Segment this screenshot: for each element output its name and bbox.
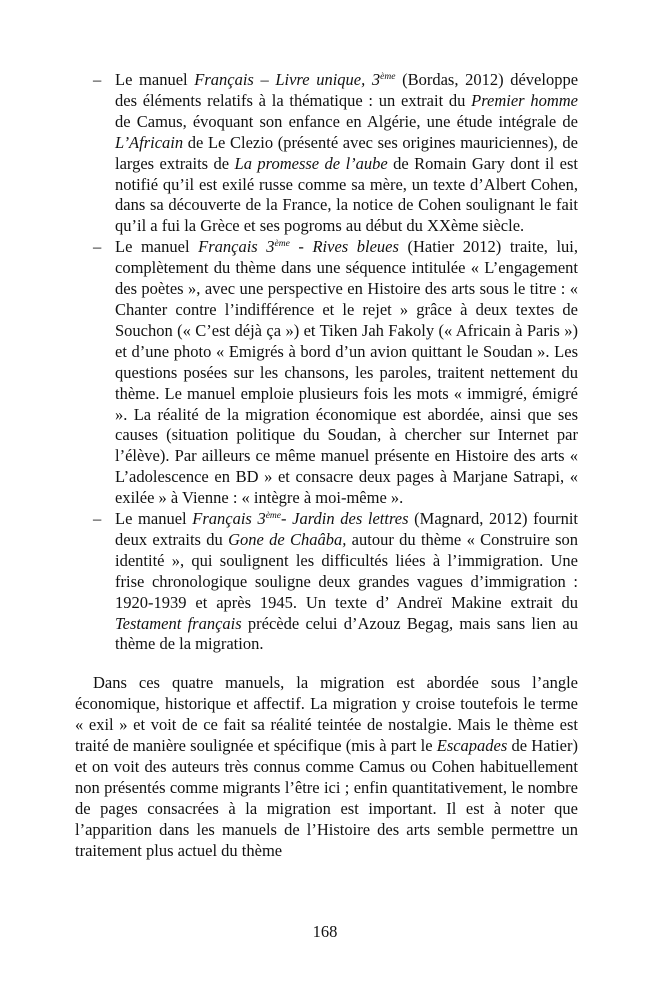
text-run: autour du thème « Construire son identité », qui soulignent les difficultés liées à l’immigration. Une frise chronologique souligne deux grandes vagues d’immigration : 1920-1939 et après 1945. Un texte d’ Andreï Makine extrait du (115, 529, 579, 612)
book-title: Français – Livre unique, 3 (194, 70, 381, 89)
book-title: Escapades (436, 736, 508, 756)
list-item-jardin-des-lettres (115, 509, 578, 655)
book-title: La promesse de l’aube (234, 153, 388, 173)
page-number: 168 (312, 922, 338, 941)
text-run: (Bordas, 2012) développe des éléments relatifs à la thématique : un extrait du (115, 70, 579, 110)
text-run: (Hatier 2012) traite, lui, complètement du thème dans une séquence intitulée « L’engagement des poètes », avec une perspective en Histoire des arts sous le titre : « Chanter contre l’indifférence et le rejet » grâce à deux textes de Souchon (« C’est déjà ça ») et Tiken Jah Fakoly (« Africain à Paris ») et d’une photo « Emigrés à bord d’un avion quittant le Soudan ». Les questions posées sur les chansons, les paroles, traitent nettement du thème. Le manuel emploie plusieurs fois les mots « immigré, émigré ». La réalité de la migration économique est abordée, ainsi que ses causes (situation politique du Soudan, à chercher sur Internet par l’élève). Par ailleurs ce même manuel présente en Histoire des arts « L’adolescence en BD » et consacre deux pages à Marjane Satrapi, « exilée » à Vienne : « intègre à moi-même ». (115, 237, 579, 508)
book-title: Premier homme (471, 90, 578, 110)
book-title: - Jardin des lettres (281, 509, 409, 529)
book-title: Gone de Chaâba, (228, 529, 347, 549)
text-run: de Hatier) et on voit des auteurs très connus comme Camus ou Cohen habituellement non présentés comme migrants l’être ici ; enfin quantitativement, le nombre de pages consacrées à la migration est important. Il est à noter que l’apparition dans les manuels de l’Histoire des arts semble permettre un traitement plus actuel du thème (75, 736, 578, 860)
textbook-list (75, 70, 578, 655)
text-run: de Le Clezio (présenté avec ses origines mauriciennes), de larges extraits de (115, 132, 578, 173)
text-run: Le manuel (115, 509, 193, 529)
book-title: - Rives bleues (289, 237, 399, 257)
text-run: de Camus, évoquant son enfance en Algérie, une étude intégrale de (115, 111, 578, 131)
book-title: Français 3 (192, 509, 266, 529)
list-item-bordas (115, 70, 578, 237)
text-run: (Magnard, 2012) fournit deux extraits du (115, 509, 579, 549)
book-title: Français 3 (198, 237, 275, 257)
superscript: ème (265, 511, 282, 522)
text-run: Le manuel (115, 70, 195, 89)
text-run: Dans ces quatre manuels, la migration est abordée sous l’angle économique, historique et affectif. La migration y croise toutefois le terme « exil » et voit de ce fait sa réalité teintée de nostalgie. Mais le thème est traité de manière soulignée et spécifique (mis à part le (75, 673, 578, 756)
text-run: précède celui d’Azouz Begag, mais sans lien au thème de la migration. (115, 613, 578, 654)
list-item-rives-bleues (115, 237, 578, 509)
page-body (75, 70, 578, 862)
book-title: L’Africain (115, 132, 184, 152)
superscript: ème (274, 239, 290, 250)
summary-paragraph (75, 673, 578, 861)
text-run: de Romain Gary dont il est notifié qu’il est exilé russe comme sa mère, un texte d’Albert Cohen, dans sa découverte de la France, la notice de Cohen soulignant le fait qu’il a fui la Grèce et ses pogroms au début du XXème siècle. (115, 153, 578, 236)
book-title: Testament français (115, 613, 242, 633)
superscript: ème (380, 72, 396, 82)
text-run: Le manuel (115, 237, 199, 257)
